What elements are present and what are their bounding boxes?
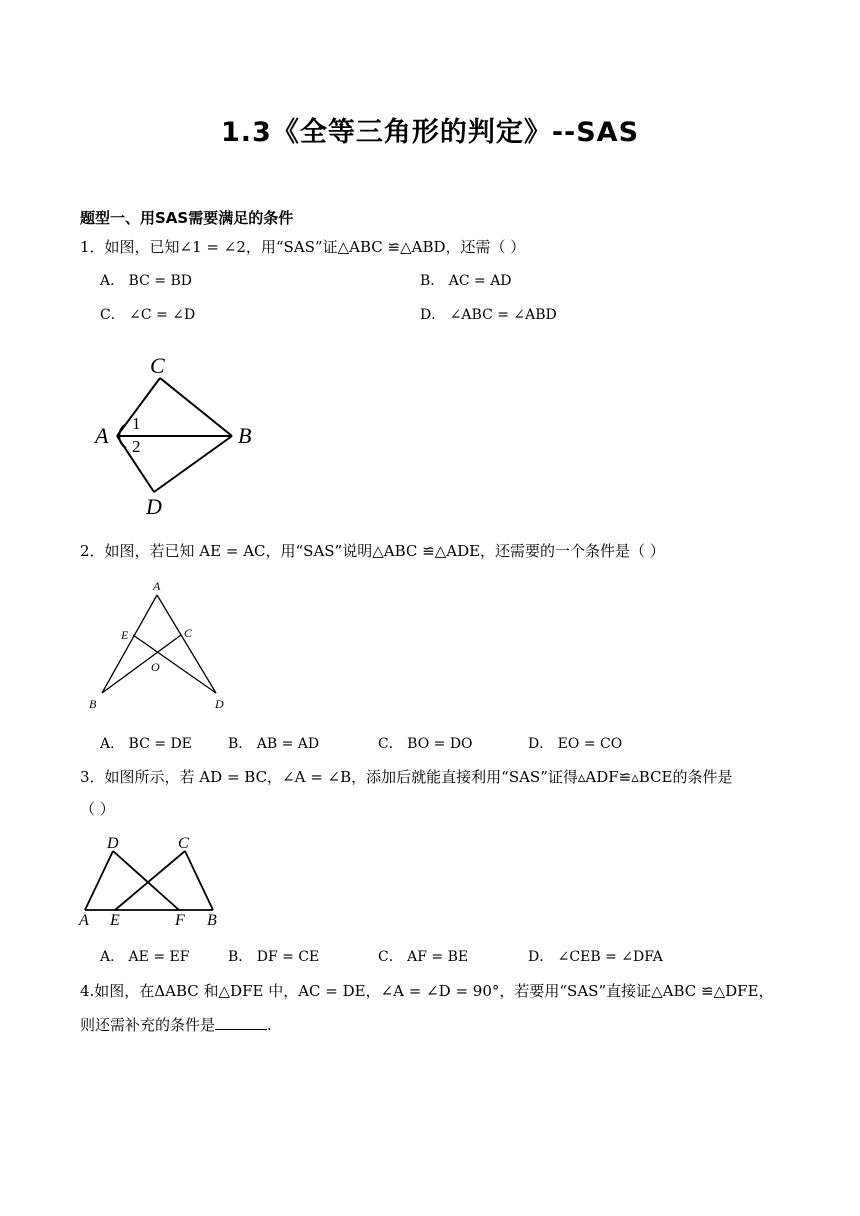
question-3-text: 3．如图所示，若 AD = BC，∠A = ∠B，添加后就能直接利用“SAS”证得▵ADF≌▵BCE的条件是 [80,768,733,786]
q3-label-a: A [79,912,89,929]
q1-option-c: C． ∠C = ∠D [100,307,196,323]
q3-label-c: C [178,835,189,852]
answer-blank[interactable] [215,1015,267,1030]
q2-option-c: C． BO = DO [378,736,473,752]
q2-label-b: B [89,697,97,711]
q2-figure [85,575,235,715]
q3-label-e: E [110,912,120,929]
q3-option-b: B． DF = CE [228,949,320,965]
q1-option-d: D． ∠ABC = ∠ABD [420,307,557,323]
q3-option-a: A． AE = EF [100,949,190,965]
q2-label-d: D [215,697,224,711]
q2-option-b: B． AB = AD [228,736,320,752]
question-4-text-cont [80,1014,272,1035]
q1-option-b: B． AC = AD [420,273,512,289]
q3-label-f: F [175,912,185,929]
q2-label-e: E [121,628,129,642]
q3-label-d: D [107,835,119,852]
question-2-text: 2．如图，若已知 AE = AC，用“SAS”说明△ABC ≌△ADE，还需要的一个条件是（ ） [80,542,665,560]
q2-label-a: A [153,579,161,593]
q3-figure [75,830,225,930]
q2-option-a: A． BC = DE [100,736,192,752]
section-heading: 题型一、用SAS需要满足的条件 [80,209,294,227]
q4-end-punct: . [267,1016,272,1034]
q1-option-a: A． BC = BD [100,273,192,289]
q2-label-c: C [184,626,193,640]
q1-label-a: A [95,423,109,448]
q4-prompt: 则还需补充的条件是 [80,1016,216,1034]
question-3-text-cont: （ ） [80,800,115,818]
q1-label-d: D [146,494,162,519]
question-1-text: 1．如图，已知∠1 = ∠2，用“SAS”证△ABC ≌△ABD，还需（ ） [80,238,526,256]
q1-label-angle2: 2 [132,437,141,456]
q3-option-d: D． ∠CEB = ∠DFA [528,949,663,965]
page-title: 1.3《全等三角形的判定》--SAS [220,117,640,148]
question-4-text: 4.如图，在ΔABC 和△DFE 中，AC = DE，∠A = ∠D = 90°，若要用“SAS”直接证△ABC ≌△DFE， [80,982,774,1000]
q1-label-b: B [238,423,252,448]
q1-label-c: C [150,353,165,378]
q2-label-o: O [151,660,160,674]
q1-label-angle1: 1 [132,414,141,433]
q1-figure [90,345,270,525]
q3-label-b: B [207,912,217,929]
q2-option-d: D． EO = CO [528,736,623,752]
q3-option-c: C． AF = BE [378,949,469,965]
